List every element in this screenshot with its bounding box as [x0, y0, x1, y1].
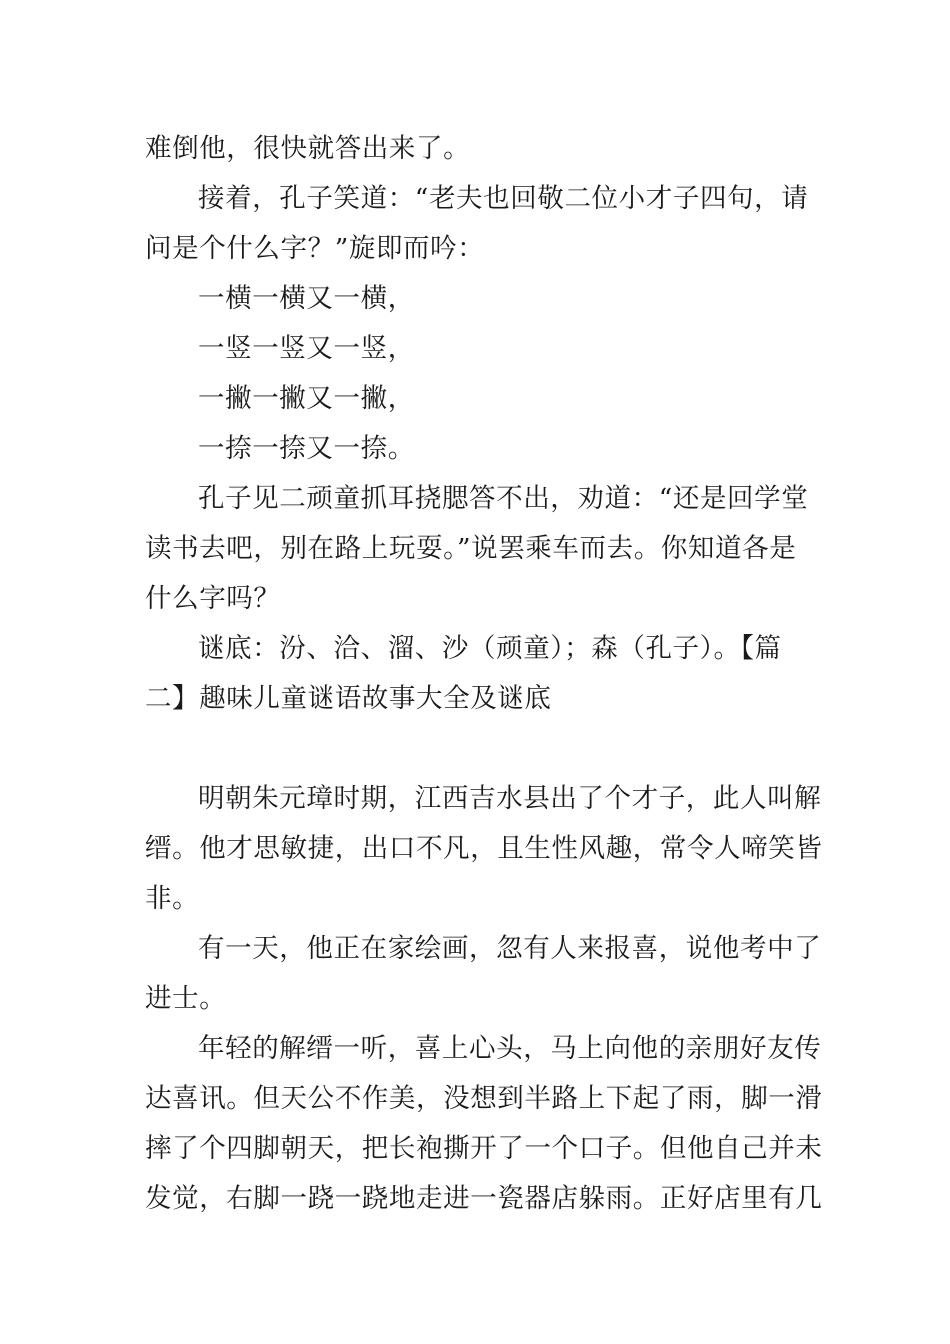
text-line: 有一天，他正在家绘画，忽有人来报喜，说他考中了: [198, 933, 822, 964]
text-line: 一竖一竖又一竖，: [198, 333, 415, 364]
text-line: 谜底：汾、洽、溜、沙（顽童）；森（孔子）。【篇: [198, 633, 782, 664]
text-line: 进士。: [145, 983, 227, 1014]
text-line: 难倒他，很快就答出来了。: [145, 133, 471, 164]
text-line: 二】趣味儿童谜语故事大全及谜底: [145, 683, 552, 714]
text-line: 接着，孔子笑道：“老夫也回敬二位小才子四句，请: [198, 183, 809, 214]
text-line: 非。: [145, 883, 200, 914]
text-line: 摔了个四脚朝天，把长袍撕开了一个口子。但他自己并未: [145, 1133, 823, 1164]
text-line: 缙。他才思敏捷，出口不凡，且生性风趣，常令人啼笑皆: [145, 833, 823, 864]
text-line: 孔子见二顽童抓耳挠腮答不出，劝道：“还是回学堂: [198, 483, 809, 514]
text-line: 什么字吗？: [145, 583, 281, 614]
text-line: 读书去吧，别在路上玩耍。”说罢乘车而去。你知道各是: [145, 533, 797, 564]
text-line: 一撇一撇又一撇，: [198, 383, 415, 414]
text-line: 达喜讯。但天公不作美，没想到半路上下起了雨，脚一滑: [145, 1083, 823, 1114]
text-line: 一捺一捺又一捺。: [198, 433, 415, 464]
text-line: 问是个什么字？”旋即而吟：: [145, 233, 485, 264]
text-line: 一横一横又一横，: [198, 283, 415, 314]
text-line: 发觉，右脚一跷一跷地走进一瓷器店躲雨。正好店里有几: [145, 1183, 823, 1214]
text-line: 年轻的解缙一听，喜上心头，马上向他的亲朋好友传: [198, 1033, 822, 1064]
text-line: 明朝朱元璋时期，江西吉水县出了个才子，此人叫解: [198, 783, 822, 814]
